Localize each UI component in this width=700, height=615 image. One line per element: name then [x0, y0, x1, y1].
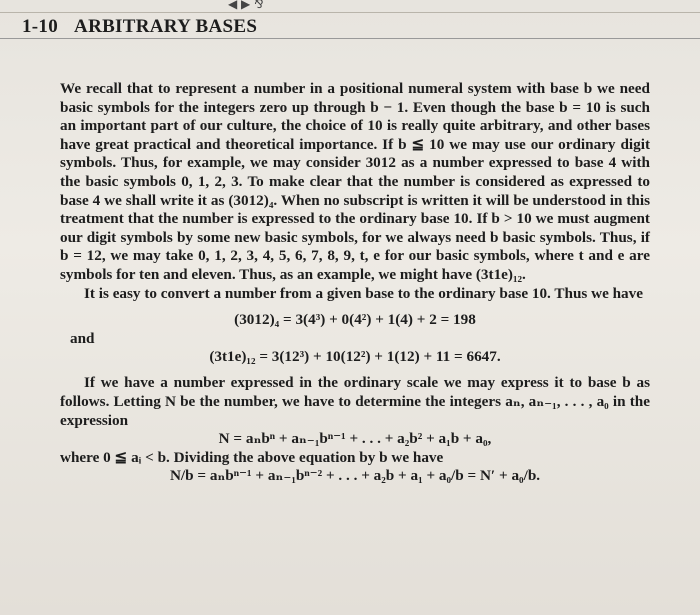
- section-title: ARBITRARY BASES: [74, 16, 258, 37]
- paragraph-conversion: It is easy to convert a number from a given base to the ordinary base 10. Thus we have: [84, 284, 643, 302]
- nav-arrows-icon: ◀ ▶ ⅋: [228, 0, 264, 11]
- paragraph-intro: We recall that to represent a number in a positional numeral system with base b we need basic symbols for the integers zero up through b − 1. Even though the base b = 10 is such an important part of our culture, the choice of 10 is really quite arbitrary, and other bases have great practical and theoretical importance. If b ≦ 10 we may use our ordinary digit symbols. Thus, for example, we may consider 3012 as a number expressed to base 4 with the basic symbols 0, 1, 2, 3. To make clear that the number is considered as expressed to base 4 we shall write it as (3012)₄. When no subscript is written it will be understood in this treatment that the number is expressed to the ordinary base 10. If b > 10 we must augment our digit symbols by some new basic symbols, for we always need b basic symbols. Thus, if b = 12, we may take 0, 1, 2, 3, 4, 5, 6, 7, 8, 9, t, e for our basic symbols, where t and e are symbols for ten and eleven. Thus, as an example, we might have (3t1e)₁₂.: [60, 80, 650, 283]
- body-text: [60, 80, 650, 486]
- heading-divider: [0, 38, 700, 39]
- equation-base4: (3012)₄ = 3(4³) + 0(4²) + 1(4) + 2 = 198: [234, 311, 476, 329]
- paragraph-division: where 0 ≦ aᵢ < b. Dividing the above equation by b we have: [60, 448, 444, 466]
- equation-row-base12: [60, 330, 650, 367]
- top-toolbar: [0, 0, 700, 13]
- section-number: 1-10: [22, 16, 59, 37]
- section-heading: [22, 16, 257, 38]
- and-label: and: [70, 329, 95, 347]
- equation-expansion: N = aₙbⁿ + aₙ₋₁bⁿ⁻¹ + . . . + a₂b² + a₁b + a₀,: [218, 430, 492, 448]
- paragraph-expression: If we have a number expressed in the ordinary scale we may express it to base b as follows. Letting N be the number, we have to determine the integers aₙ, aₙ₋₁, . . . , a₀ in the expression: [60, 374, 650, 429]
- equation-base12: (3t1e)₁₂ = 3(12³) + 10(12²) + 1(12) + 11 = 6647.: [209, 347, 501, 365]
- equation-division: N/b = aₙbⁿ⁻¹ + aₙ₋₁bⁿ⁻² + . . . + a₂b + a₁ + a₀/b = N′ + a₀/b.: [169, 467, 541, 485]
